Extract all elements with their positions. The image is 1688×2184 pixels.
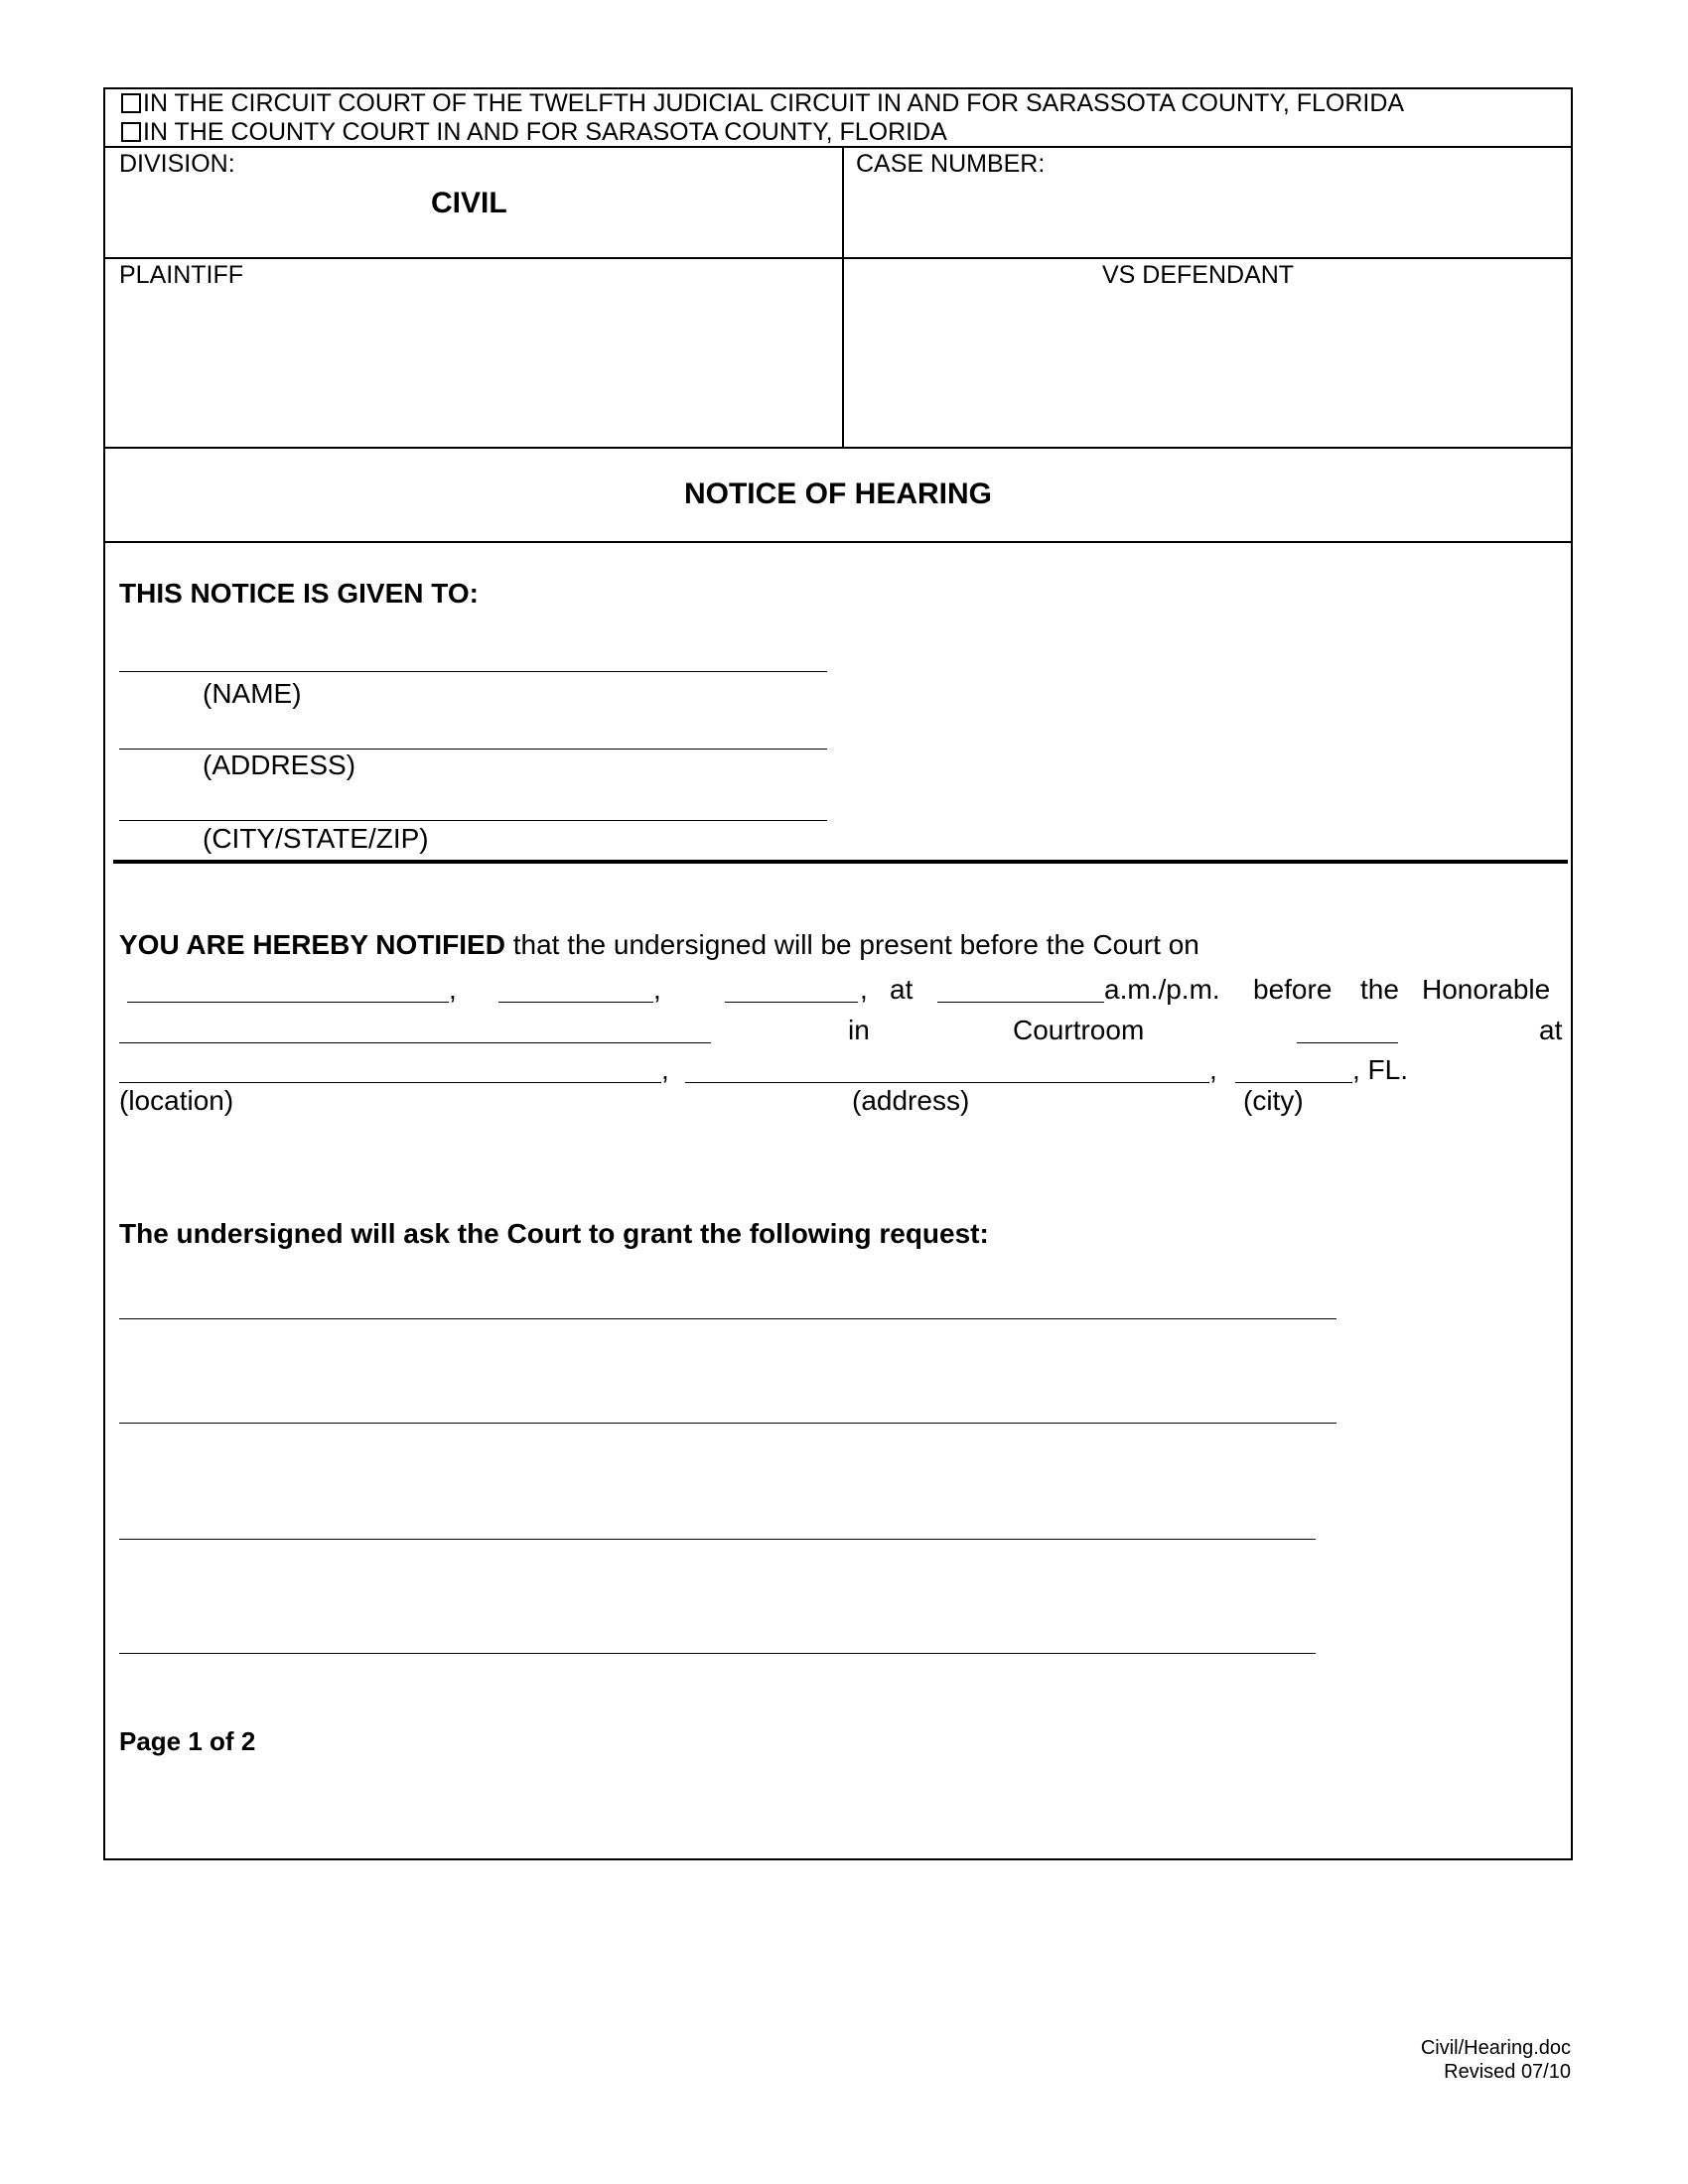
city-field[interactable]: [1235, 1082, 1352, 1083]
circuit-court-option[interactable]: [121, 91, 1404, 116]
case-number-field[interactable]: [856, 184, 1551, 253]
year-field[interactable]: [725, 1002, 858, 1003]
address-label: (ADDRESS): [203, 750, 356, 780]
county-court-option[interactable]: [121, 120, 947, 145]
courtroom-number-field[interactable]: [1297, 1042, 1398, 1043]
notice-lead: [119, 931, 1199, 959]
request-line-1[interactable]: [119, 1318, 1336, 1319]
page-title: NOTICE OF HEARING: [683, 478, 992, 510]
comma: ,: [653, 974, 661, 1005]
judge-name-field[interactable]: [119, 1042, 711, 1043]
page-number: Page 1 of 2: [119, 1726, 256, 1756]
in-text: in: [848, 1015, 870, 1045]
divider: [103, 447, 1573, 449]
comma: ,: [1209, 1054, 1217, 1085]
defendant-field[interactable]: [856, 298, 1551, 437]
ampm-text: a.m./p.m.: [1104, 974, 1220, 1005]
the-text: the: [1360, 974, 1399, 1005]
city-state-zip-field[interactable]: [119, 820, 827, 821]
comma: ,: [449, 974, 457, 1005]
request-line-3[interactable]: [119, 1539, 1316, 1540]
honorable-text: Honorable: [1422, 974, 1551, 1005]
divider: [103, 257, 1573, 259]
recipient-heading: THIS NOTICE IS GIVEN TO:: [119, 578, 479, 609]
at-text: at: [890, 974, 914, 1005]
footer-filename: Civil/Hearing.doc: [1420, 2037, 1571, 2059]
location-caption: (location): [119, 1085, 234, 1116]
document-footer: [1291, 2036, 1571, 2084]
county-court-checkbox[interactable]: [121, 122, 141, 142]
division-label: DIVISION:: [119, 150, 235, 178]
fl-text: , FL.: [1352, 1054, 1409, 1085]
county-court-label: IN THE COUNTY COURT IN AND FOR SARASOTA COUNTY, FLORIDA: [143, 118, 947, 146]
before-text: before: [1253, 974, 1333, 1005]
footer-revision: Revised 07/10: [1444, 2061, 1571, 2083]
request-line-4[interactable]: [119, 1653, 1316, 1654]
hearing-address-field[interactable]: [685, 1082, 1209, 1083]
plaintiff-label: PLAINTIFF: [119, 261, 244, 289]
comma: ,: [860, 974, 868, 1005]
section-divider: [113, 860, 1568, 864]
at-text: at: [1539, 1015, 1563, 1045]
location-field[interactable]: [119, 1082, 661, 1083]
address-caption: (address): [852, 1085, 970, 1116]
divider: [103, 541, 1573, 543]
case-number-label: CASE NUMBER:: [856, 150, 1046, 178]
notice-lead-text: that the undersigned will be present before the Court on: [512, 929, 1199, 960]
city-state-zip-label: (CITY/STATE/ZIP): [203, 823, 429, 854]
defendant-label: VS DEFENDANT: [1102, 261, 1295, 289]
date-field-1[interactable]: [127, 1002, 449, 1003]
divider: [103, 146, 1573, 148]
notice-lead-bold: YOU ARE HEREBY NOTIFIED: [119, 929, 505, 960]
name-field[interactable]: [119, 671, 827, 672]
request-heading: The undersigned will ask the Court to grant the following request:: [119, 1218, 989, 1249]
date-field-2[interactable]: [498, 1002, 653, 1003]
plaintiff-field[interactable]: [119, 298, 829, 437]
circuit-court-label: IN THE CIRCUIT COURT OF THE TWELFTH JUDICIAL CIRCUIT IN AND FOR SARASSOTA COUNTY, FLORIDA: [143, 89, 1405, 117]
request-line-2[interactable]: [119, 1423, 1336, 1424]
caption-divider: [842, 146, 844, 448]
courtroom-text: Courtroom: [1013, 1015, 1145, 1045]
name-label: (NAME): [203, 678, 302, 709]
city-caption: (city): [1243, 1085, 1304, 1116]
comma: ,: [661, 1054, 669, 1085]
time-field[interactable]: [937, 1002, 1104, 1003]
division-value: CIVIL: [431, 187, 507, 219]
circuit-court-checkbox[interactable]: [121, 93, 141, 113]
